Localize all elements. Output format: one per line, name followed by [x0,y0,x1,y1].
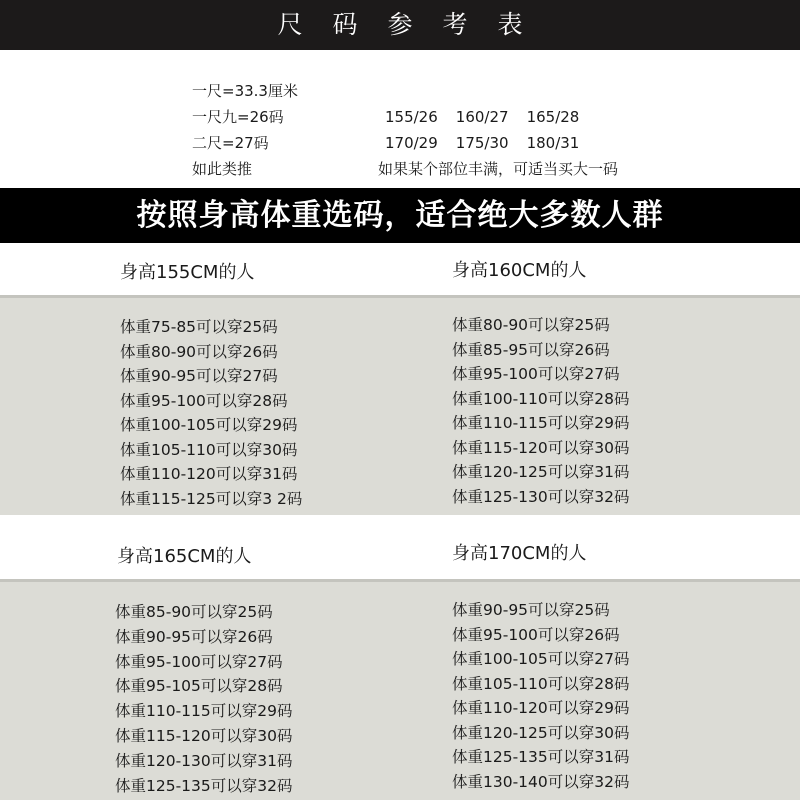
weight-row: 体重95-100可以穿26码 [452,625,620,644]
height-label: 身高160CM的人 [452,260,587,281]
weight-row: 体重90-95可以穿27码 [120,367,278,385]
size-row [385,130,597,156]
conversion-line: 如此类推 [192,160,253,178]
size-item: 155/26 [385,108,438,126]
weight-row: 体重125-135可以穿31码 [452,748,630,766]
weight-row: 体重80-90可以穿26码 [120,342,278,361]
weight-list [115,600,293,798]
weight-row: 体重115-120可以穿30码 [452,438,630,457]
height-label: 身高170CM的人 [452,543,587,564]
weight-row: 体重120-130可以穿31码 [115,751,293,770]
weight-row: 体重90-95可以穿25码 [452,601,610,619]
height-row-2 [0,515,800,579]
weight-row: 体重110-120可以穿29码 [452,699,630,717]
weight-panel-2 [0,579,800,800]
size-item: 175/30 [455,134,509,152]
height-label: 身高155CM的人 [120,262,255,283]
conversion-section [0,50,800,188]
weight-row: 体重110-120可以穿31码 [120,465,298,483]
size-reference [385,104,597,156]
weight-row: 体重105-110可以穿28码 [452,674,630,693]
weight-row: 体重115-120可以穿30码 [115,726,293,745]
weight-row: 体重110-115可以穿29码 [452,414,630,432]
weight-row: 体重100-105可以穿27码 [452,650,630,668]
weight-row: 体重75-85可以穿25码 [120,318,278,336]
banner-text: 按照身高体重选码，适合绝大多数人群 [136,198,664,233]
weight-row: 体重115-125可以穿3 2码 [120,489,303,508]
size-item: 165/28 [526,108,580,126]
weight-row: 体重85-95可以穿26码 [452,340,610,359]
conversion-line: 一尺九=26码 [192,108,284,126]
weight-list [452,313,630,509]
weight-row: 体重130-140可以穿32码 [452,772,630,791]
height-row-1 [0,243,800,295]
size-item: 160/27 [455,108,509,126]
weight-row: 体重110-115可以穿29码 [115,702,293,721]
weight-row: 体重120-125可以穿30码 [452,723,630,742]
size-item: 170/29 [385,134,438,152]
weight-row: 体重90-95可以穿26码 [115,627,273,646]
page-title: 尺码参考表 [277,10,553,39]
weight-row: 体重95-100可以穿28码 [120,391,288,410]
weight-row: 体重95-100可以穿27码 [115,652,283,671]
weight-row: 体重95-105可以穿28码 [115,677,283,696]
weight-row: 体重95-100可以穿27码 [452,365,620,383]
weight-row: 体重120-125可以穿31码 [452,463,630,481]
weight-list [452,598,630,794]
weight-row: 体重80-90可以穿25码 [452,316,610,334]
weight-row: 体重105-110可以穿30码 [120,440,298,459]
height-label: 身高165CM的人 [117,546,252,567]
weight-row: 体重125-130可以穿32码 [452,487,630,506]
weight-row: 体重100-110可以穿28码 [452,389,630,408]
conversion-line: 二尺=27码 [192,134,269,152]
weight-row: 体重100-105可以穿29码 [120,416,298,434]
conversion-line: 一尺=33.3厘米 [192,82,298,100]
weight-row: 体重125-135可以穿32码 [115,776,293,795]
conversion-lines [192,78,298,182]
weight-list [120,315,302,511]
weight-panel-1 [0,295,800,515]
fit-note: 如果某个部位丰满，可适当买大一码 [378,160,619,178]
size-item: 180/31 [526,134,580,152]
size-row [385,104,597,130]
weight-row: 体重85-90可以穿25码 [115,603,273,621]
